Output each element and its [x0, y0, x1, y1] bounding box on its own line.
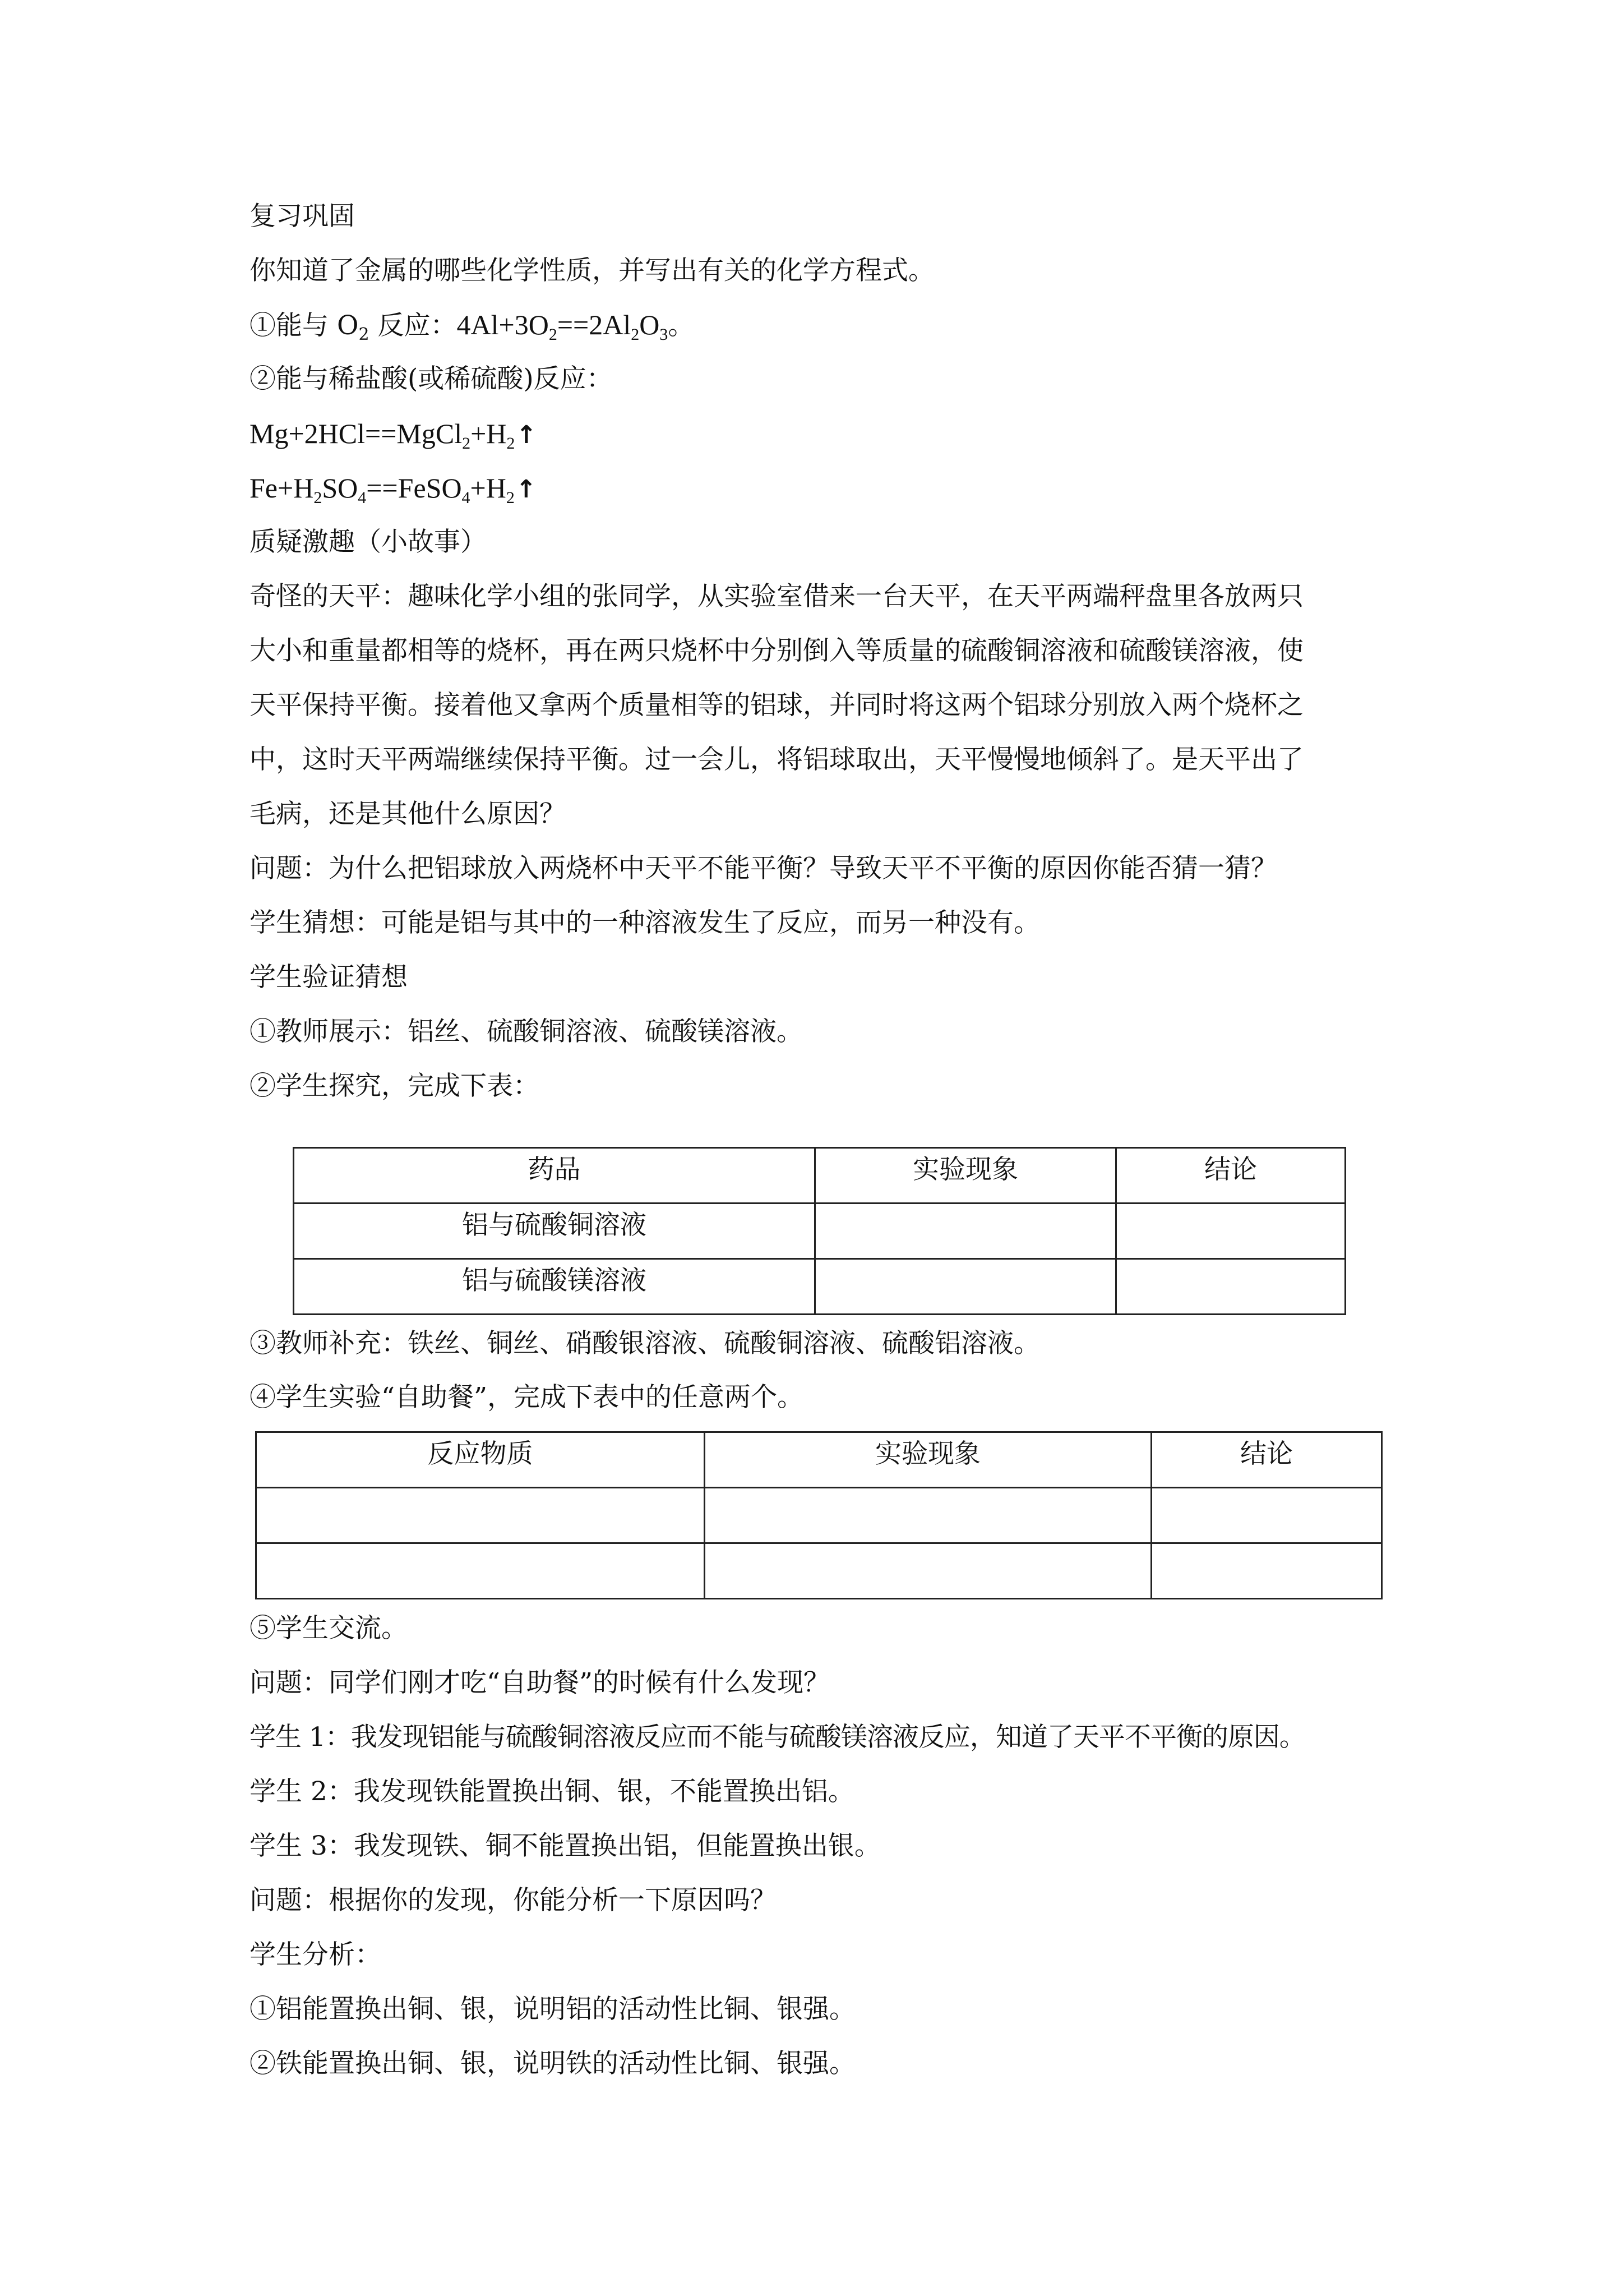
table-header-cell: 结论: [1152, 1432, 1382, 1488]
gas-arrow-icon: ↑: [515, 475, 537, 504]
student-buffet-experiment: ④学生实验“自助餐”，完成下表中的任意两个。: [249, 1382, 804, 1413]
student-exchange: ⑤学生交流。: [249, 1613, 408, 1644]
student-2-answer: 学生 2：我发现铁能置换出铜、银，不能置换出铝。: [249, 1776, 854, 1807]
analysis-aluminum: ①铝能置换出铜、银，说明铝的活动性比铜、银强。: [249, 1994, 856, 2025]
question-analysis: 问题：根据你的发现，你能分析一下原因吗？: [249, 1885, 777, 1916]
story-paragraph-line: 奇怪的天平：趣味化学小组的张同学，从实验室借来一台天平，在天平两端秤盘里各放两只: [249, 581, 1304, 612]
table-cell: [256, 1543, 705, 1599]
student-guess: 学生猜想：可能是铝与其中的一种溶液发生了反应，而另一种没有。: [249, 907, 1040, 938]
table-cell: 铝与硫酸镁溶液: [294, 1259, 815, 1315]
table-cell: [815, 1259, 1116, 1315]
teacher-supplement: ③教师补充：铁丝、铜丝、硝酸银溶液、硫酸铜溶液、硫酸铝溶液。: [249, 1328, 1040, 1359]
story-paragraph-line: 毛病，还是其他什么原因？: [249, 799, 566, 829]
section-heading-verify: 学生验证猜想: [249, 962, 408, 993]
table-header-cell: 药品: [294, 1148, 815, 1204]
question-buffet: 问题：同学们刚才吃“自助餐”的时候有什么发现？: [249, 1667, 830, 1698]
section-heading-story: 质疑激趣（小故事）: [249, 527, 487, 557]
table-header-cell: 实验现象: [815, 1148, 1116, 1204]
equation-magnesium: $Mg+2HCl==MgCl_2+H_2↑$: [249, 418, 537, 453]
table-cell: [256, 1488, 705, 1543]
table-cell: [815, 1204, 1116, 1259]
gas-arrow-icon: ↑: [516, 421, 537, 449]
table-cell: [1116, 1259, 1346, 1315]
table-cell: [1152, 1543, 1382, 1599]
student-explore: ②学生探究，完成下表：: [249, 1071, 539, 1101]
table-row: [294, 1204, 1346, 1259]
table-cell: 铝与硫酸铜溶液: [294, 1204, 815, 1259]
table-cell: [705, 1488, 1152, 1543]
table-row: [294, 1259, 1346, 1315]
story-paragraph-line: 大小和重量都相等的烧杯，再在两只烧杯中分别倒入等质量的硫酸铜溶液和硫酸镁溶液，使: [249, 635, 1304, 666]
table-cell: [705, 1543, 1152, 1599]
table-header-cell: 实验现象: [705, 1432, 1152, 1488]
story-paragraph-line: 天平保持平衡。接着他又拿两个质量相等的铝球，并同时将这两个铝球分别放入两个烧杯之: [249, 690, 1304, 721]
table-cell: [1152, 1488, 1382, 1543]
student-analysis-heading: 学生分析：: [249, 1939, 381, 1970]
table-header-row: [294, 1148, 1346, 1204]
student-1-answer: 学生 1：我发现铝能与硫酸铜溶液反应而不能与硫酸镁溶液反应，知道了天平不平衡的原因。: [249, 1722, 1305, 1753]
table-row: [256, 1488, 1382, 1543]
student-3-answer: 学生 3：我发现铁、铜不能置换出铝，但能置换出银。: [249, 1831, 881, 1861]
question-balance: 问题：为什么把铝球放入两烧杯中天平不能平衡？导致天平不平衡的原因你能否猜一猜？: [249, 853, 1277, 884]
teacher-display: ①教师展示：铝丝、硫酸铜溶液、硫酸镁溶液。: [249, 1016, 803, 1047]
table-header-row: [256, 1432, 1382, 1488]
story-paragraph-line: 中，这时天平两端继续保持平衡。过一会儿，将铝球取出，天平慢慢地倾斜了。是天平出了: [249, 744, 1304, 775]
equation-oxygen: ①能与 $O_2$ 反应：$4Al+3O_2==2Al_2O_3$。: [249, 309, 695, 344]
table-cell: [1116, 1204, 1346, 1259]
table-row: [256, 1543, 1382, 1599]
experiment-table-1: [293, 1147, 1346, 1315]
table-header-cell: 反应物质: [256, 1432, 705, 1488]
review-question: 你知道了金属的哪些化学性质，并写出有关的化学方程式。: [249, 255, 935, 286]
section-heading-review: 复习巩固: [249, 201, 355, 232]
experiment-table-2: [255, 1431, 1383, 1599]
analysis-iron: ②铁能置换出铜、银，说明铁的活动性比铜、银强。: [249, 2048, 856, 2079]
equation-iron: $Fe+H_2SO_4==FeSO_4+H_2↑$: [249, 472, 537, 507]
table-header-cell: 结论: [1116, 1148, 1346, 1204]
acid-reaction-label: ②能与稀盐酸(或稀硫酸)反应：: [249, 363, 613, 394]
